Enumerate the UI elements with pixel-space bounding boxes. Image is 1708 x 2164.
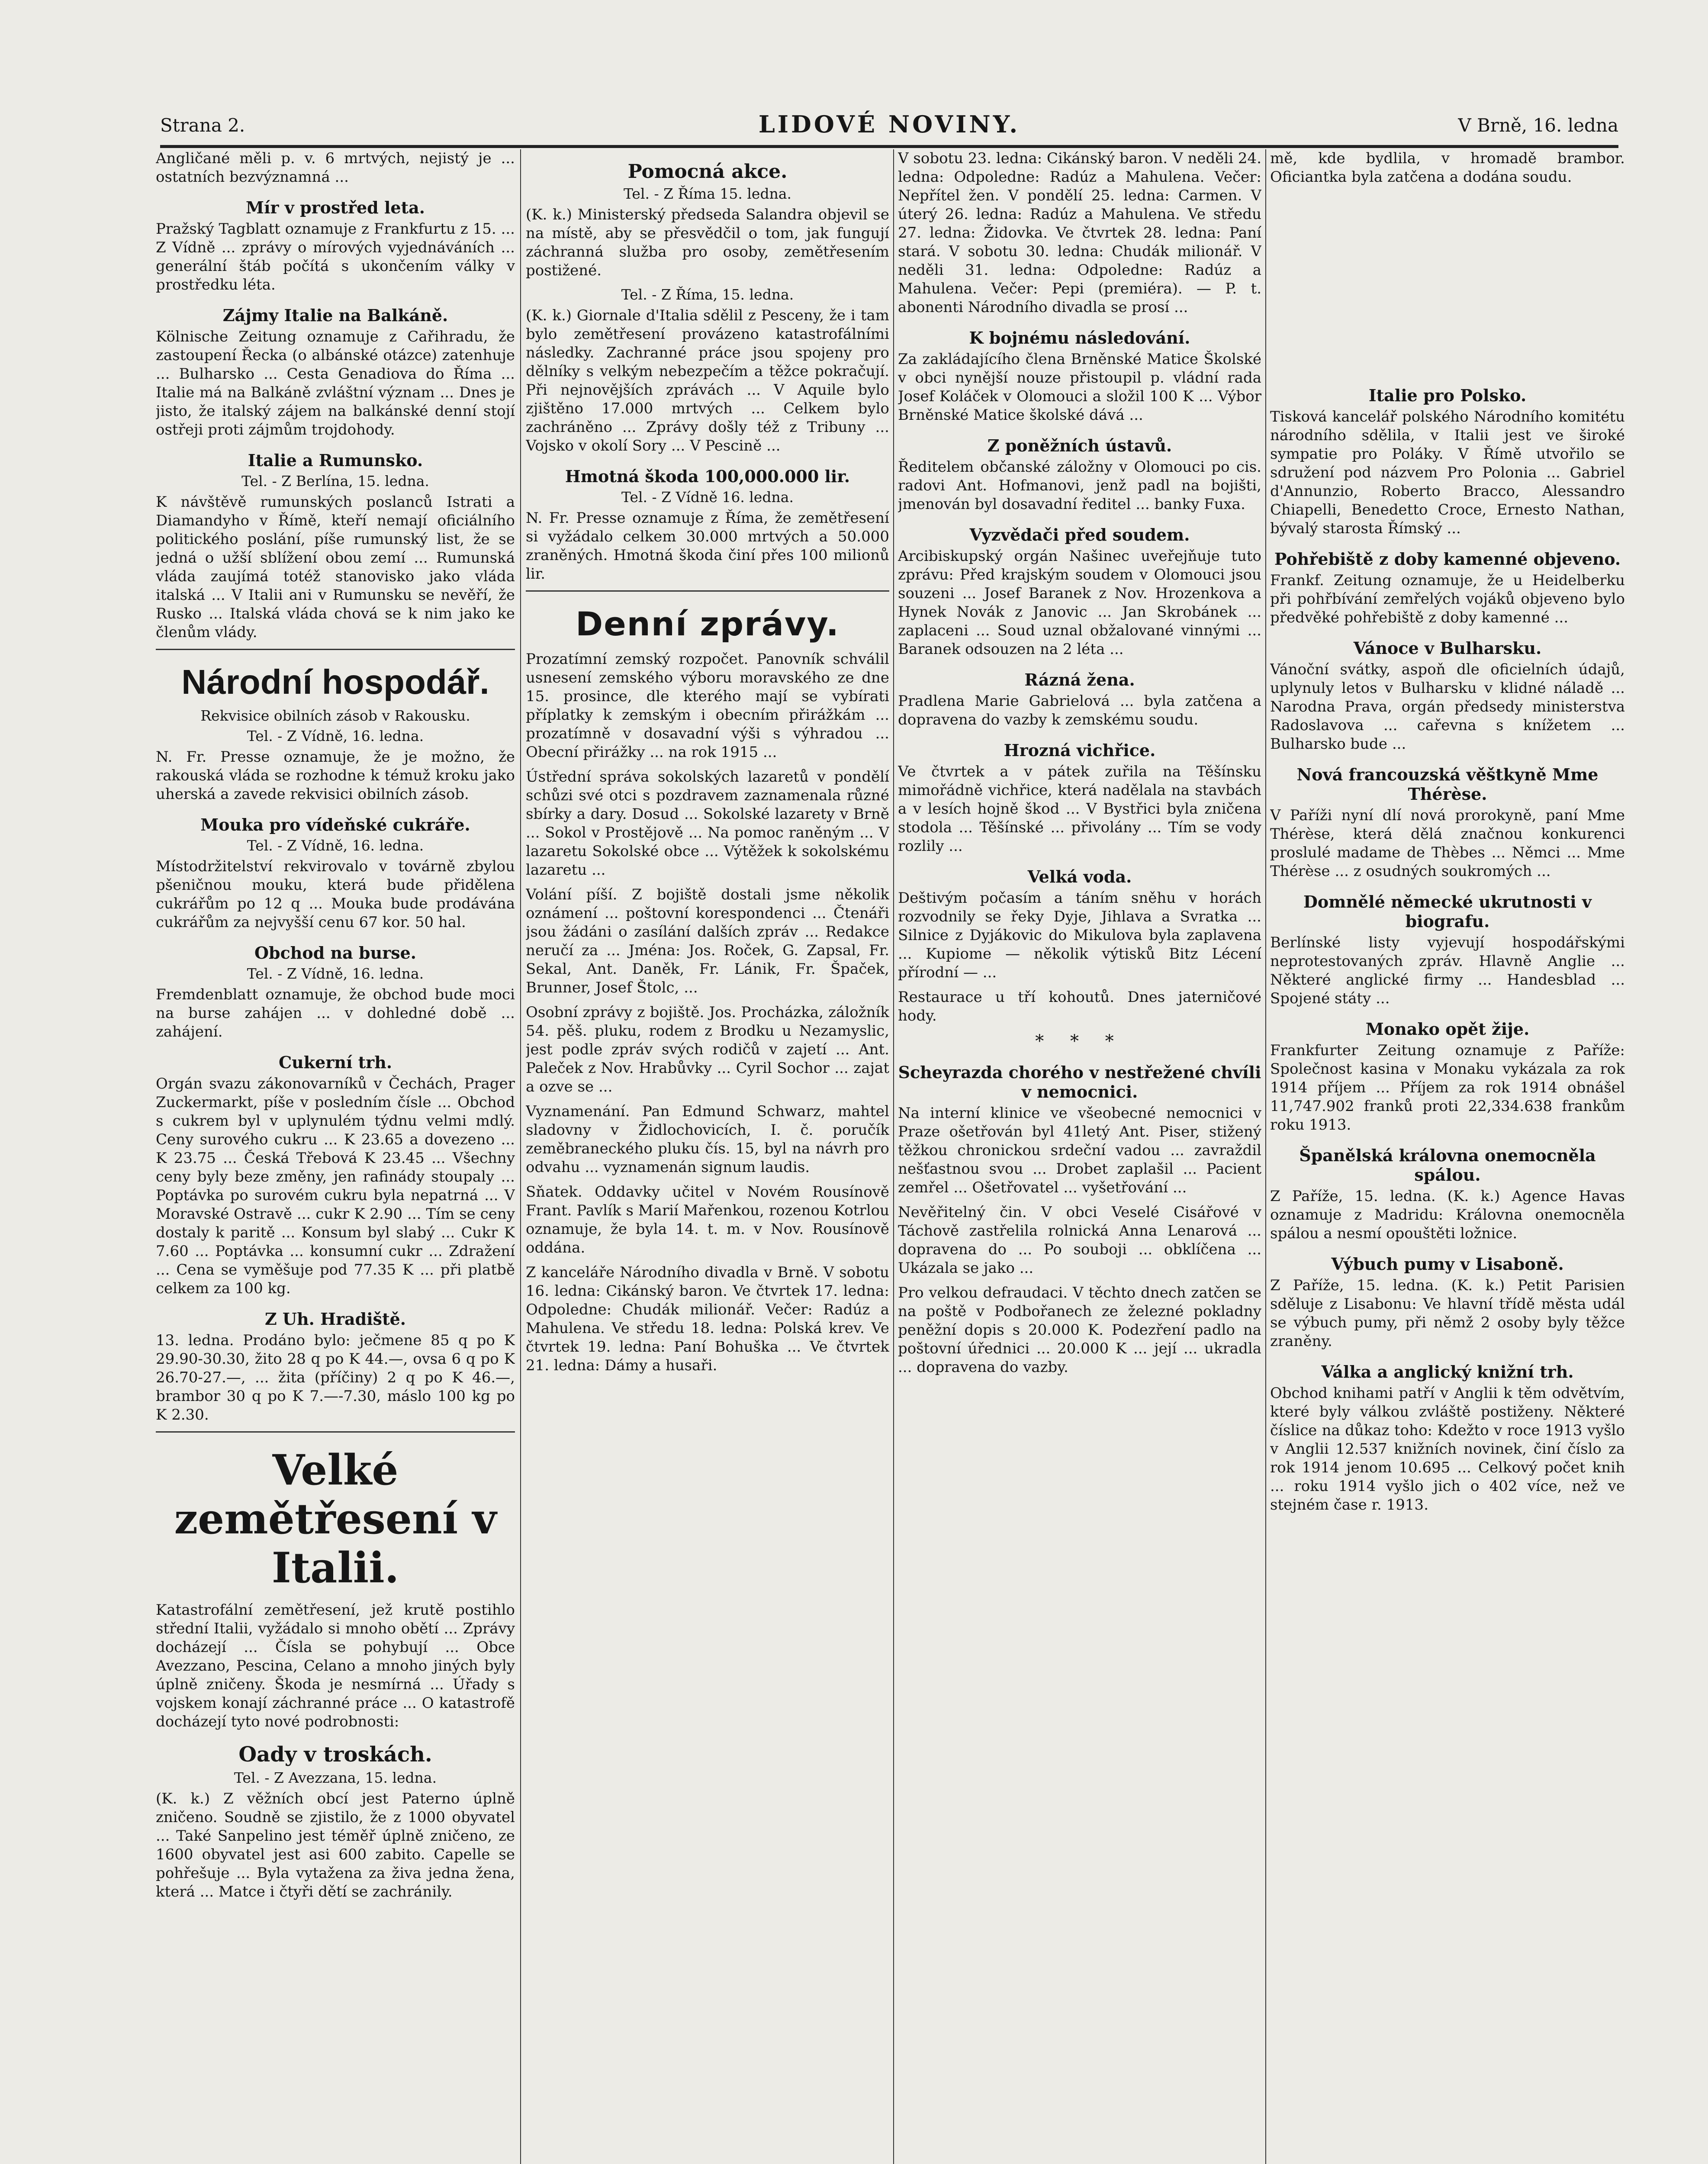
article-intro: Angličané měli p. v. 6 mrtvých, nejistý je ... ostatních bezvýznamná ... [156, 150, 515, 186]
article-text: (K. k.) Ministerský předseda Salandra objevil se na místě, aby se přesvědčil o tom, jak fungují záchranná služba pro osoby, zemětřesením postižené. [526, 206, 889, 279]
article-heading: Mír v prostřed leta. [246, 198, 425, 217]
article-text: Z Paříže, 15. ledna. (K. k.) Agence Havas oznamuje z Madridu: Královna onemocněla spálou a nesmí opouštěti ložnice. [1270, 1188, 1625, 1242]
section-heading: Velké zemětřesení v Italii. [174, 1446, 497, 1592]
article-heading: Velká voda. [1027, 867, 1132, 886]
column-1 [156, 149, 515, 2164]
article-heading: Vyzvědači před soudem. [969, 525, 1190, 544]
column-rule [1265, 149, 1266, 2164]
article-text: (K. k.) Z věžních obcí jest Paterno úplně zničeno. Soudně se zjistilo, že z 1000 obyvatel ... Také Sanpelino jest téměř úplně zničeno, ze 1600 obyvatel jest asi 600 zabito. Capelle se pohřešuje ... Byla vytažena za živa jedna žena, která ... Matce i čtyři dětí se zachránily. [156, 1790, 515, 1900]
newspaper-title: LIDOVÉ NOVINY. [758, 110, 1020, 138]
dateline: Tel. - Z Vídně 16. ledna. [621, 489, 794, 506]
article-heading: Oady v troskách. [238, 1742, 432, 1767]
separator-stars: * * * [1035, 1031, 1124, 1051]
article-heading: Obchod na burse. [254, 943, 417, 963]
article-text: Prozatímní zemský rozpočet. Panovník schválil usnesení zemského výboru moravského ze dne 15. prosince, dle kterého mají se vybírati příplatky k zemským i obecním přirážkám ... prozatímně v dosavadní výši s výhradou ... Obecní přirážky ... na rok 1915 ... [526, 650, 889, 761]
article-heading: Nová francouzská věštkyně Mme Thérèse. [1296, 765, 1599, 804]
dateline: Tel. - Z Říma, 15. ledna. [621, 286, 794, 303]
column-3 [898, 149, 1261, 2164]
article-text: Ve čtvrtek a v pátek zuřila na Těšínsku mimořádně vichřice, která nadělala na stavbách a v lesích hojně škod ... V Bystřici byla zničena stodola ... Těšínské ... přivolány ... Tím se vody rozlily ... [898, 763, 1261, 855]
dateline: Tel. - Z Vídně, 16. ledna. [247, 837, 424, 854]
dateline: Tel. - Z Říma 15. ledna. [623, 185, 792, 202]
article-text: N. Fr. Presse oznamuje z Říma, že zemětřesení si vyžádalo celkem 30.000 mrtvých a 50.000 zraněných. Hmotná škoda činí přes 100 milionů lir. [526, 509, 889, 583]
dateline: Tel. - Z Vídně, 16. ledna. [247, 965, 424, 982]
article-text: Orgán svazu zákonovarníků v Čechách, Prager Zuckermarkt, píše v posledním čísle ... Obchod s cukrem byl v uplynulém týdnu velmi mdlý. Ceny surového cukru ... K 23.65 a dovezeno ... K 23.75 ... Česká Třebová K 23.45 ... Všechny ceny byly beze změny, jen rafinády stoupaly ... Poptávka po surovém cukru byla nepatrná ... V Moravské Ostravě ... cukr K 2.90 ... Tím se ceny dostaly k paritě ... Konsum byl slabý ... Cukr K 7.60 ... Poptávka ... konsumní cukr ... Zdražení ... Cena se vyměšuje pod 77.35 K ... při platbě celkem za 100 kg. [156, 1075, 515, 1297]
article-text: N. Fr. Presse oznamuje, že je možno, že rakouská vláda se rozhodne k témuž kroku jako uherská a zavede rekvisici obilních zásob. [156, 748, 515, 803]
article-heading: Z Uh. Hradiště. [264, 1309, 406, 1329]
article-text: Ústřední správa sokolských lazaretů v pondělí schůzi své otci s pozdravem zaznamenala různé sbírky a dary. Dosud ... Sokolské lazarety v Brně ... Sokol v Prostějově ... Na pomoc raněným ... V lazaretu Sokolské obce ... Výtěžek k sokolskému lazaretu ... [526, 768, 889, 879]
article-text: K návštěvě rumunských poslanců Istrati a Diamandyho v Římě, kteří nemají oficiálního politického poslání, píše rumunský list, že se jedná o užší sblížení obou zemí ... Rumunská vláda zaujímá totéž stanovisko jako vláda italská ... V Italii ani v Rumunsku se nevěří, že Rusko ... Italská vláda chová se k nim jako ke členům vlády. [156, 493, 515, 641]
article-text: Z Paříže, 15. ledna. (K. k.) Petit Parisien sděluje z Lisabonu: Ve hlavní třídě města udál se výbuch pumy, při němž 2 osoby byly těžce zraněny. [1270, 1277, 1625, 1350]
article-heading: Zájmy Italie na Balkáně. [222, 306, 448, 325]
article-text: Pražský Tagblatt oznamuje z Frankfurtu z 15. ... Z Vídně ... zprávy o mírových vyjednáváních ... generální štáb počítá s ukončením války v prostředku léta. [156, 220, 515, 293]
blank-space [1270, 193, 1625, 374]
article-text: Pro velkou defraudaci. V těchto dnech zatčen se na poště v Podbořanech ze železné pokladny peněžní dopis s 20.000 K. Podezření padlo na poštovní úřednici ... 20.000 K ... její ... ukradla ... dopravena do vazby. [898, 1284, 1261, 1376]
article-text: Za zakládajícího člena Brněnské Matice Školské v obci nynější nouze přistoupil p. vládní rada Josef Koláček v Olomouci a složil 100 K ... Výbor Brněnské Matice školské dává ... [898, 351, 1261, 424]
article-text: Fremdenblatt oznamuje, že obchod bude moci na burse zahájen ... v dohledné době ... zahájení. [156, 986, 515, 1040]
article-heading: Monako opět žije. [1365, 1019, 1530, 1039]
article-text: Nevěřitelný čin. V obci Veselé Cisářové v Táchově zastřelila rolnická Anna Lenarová ... dopravena do ... Po souboji ... obklíčena ... Ukázala se jako ... [898, 1204, 1261, 1277]
article-heading: Pomocná akce. [627, 161, 788, 183]
article-text: Na interní klinice ve všeobecné nemocnici v Praze ošetřován byl 41letý Ant. Piser, stižený těžkou chronickou srdeční vadou ... zavraždil nešťastnou svou ... Drobet zaplašil ... Pacient zemřel ... Ošetřovatel ... vyšetřování ... [898, 1105, 1261, 1196]
article-heading: K bojnému následování. [969, 328, 1190, 348]
article-text: Kölnische Zeitung oznamuje z Cařihradu, že zastoupení Řecka (o albánské otázce) zatenhuje ... Bulharsko ... Cesta Genadiova do Říma ... Italie má na Balkáně zvláštní význam ... Dnes je jisto, že italský zájem na balkánské denní stojí ostřeji proti zájmům trojdohody. [156, 328, 515, 438]
article-text: Arcibiskupský orgán Našinec uveřejňuje tuto zprávu: Před krajským soudem v Olomouci jsou souzeni ... Josef Baranek z Nov. Hrozenkova a Hynek Novák z Janovic ... Jan Skrobánek ... zaplaceni ... Soud uznal obžalované vinnými ... Baranek odsouzen na 2 léta ... [898, 547, 1261, 658]
dateline: Tel. - Z Berlína, 15. ledna. [241, 473, 429, 489]
article-text: Pradlena Marie Gabrielová ... byla zatčena a dopravena do vazby k zemskému soudu. [898, 692, 1261, 728]
article-text: Osobní zprávy z bojiště. Jos. Procházka, záložník 54. pěš. pluku, rodem z Brodku u Nezamyslic, jest podle zpráv svých rodičů v zajetí ... Ant. Paleček z Nov. Hrabůvky ... Cyril Sochor ... zajat a ozve se ... [526, 1004, 889, 1095]
article-text: Obchod knihami patří v Anglii k těm odvětvím, které byly válkou zvláště postiženy. Některé číslice na důkaz toho: Kdežto v roce 1913 vyšlo v Anglii 12.537 knižních novinek, činí číslo za rok 1914 jenom 10.695 ... Celkový počet knih ... roku 1914 vyšlo jich o 402 více, než ve stejném čase r. 1913. [1270, 1385, 1625, 1514]
column-2 [526, 149, 889, 2164]
article-text: Vánoční svátky, aspoň dle oficielních údajů, uplynuly letos v Bulharsku v klidné náladě ... Narodna Prava, orgán předsedy ministerstva Radoslavova ... cařevna s knížetem ... Bulharsko bude ... [1270, 661, 1625, 753]
article-heading: Španělská královna onemocněla spálou. [1299, 1146, 1596, 1185]
column-rule [893, 149, 894, 2164]
article-text: Sňatek. Oddavky učitel v Novém Rousínově Frant. Pavlík s Marií Mařenkou, rozenou Kotrlou oznamuje, že byla 14. t. m. v Nov. Rousínově oddána. [526, 1183, 889, 1256]
article-heading: Z poněžních ústavů. [987, 436, 1172, 455]
column-4 [1270, 149, 1625, 2164]
article-heading: Scheyrazda chorého v nestřežené chvíli v nemocnici. [898, 1063, 1261, 1101]
article-text: Volání píší. Z bojiště dostali jsme několik oznámení ... poštovní korespondenci ... Čtenáři jsou žádáni o zasílání dalších zpráv ... Redakce neručí za ... Jména: Jos. Roček, G. Zapsal, Fr. Sekal, Ant. Daněk, Fr. Lánik, Fr. Špaček, Brunner, Josef Štolc, ... [526, 886, 889, 996]
article-text: Berlínské listy vyjevují hospodářskými neprotestovaných zpráv. Hlavně Anglie ... Některé anglické firmy ... Handesblad ... Spojené státy ... [1270, 934, 1625, 1007]
article-text: 13. ledna. Prodáno bylo: ječmene 85 q po K 29.90-30.30, žito 28 q po K 44.—, ovsa 6 q po K 26.70-27.—, ... žita (příčiny) 2 q po K 46.—, brambor 30 q po K 7.—-7.30, máslo 100 kg po K 2.30. [156, 1332, 515, 1423]
article-heading: Mouka pro vídeňské cukráře. [200, 815, 470, 834]
page-number: Strana 2. [160, 115, 245, 136]
section-heading: Národní hospodář. [181, 663, 489, 701]
issue-date: V Brně, 16. ledna [1458, 115, 1618, 136]
divider [526, 590, 889, 592]
article-text: mě, kde bydlila, v hromadě brambor. Oficiantka byla zatčena a dodána soudu. [1270, 150, 1625, 186]
article-heading: Cukerní trh. [278, 1053, 392, 1072]
article-text: Deštivým počasím a táním sněhu v horách rozvodnily se řeky Dyje, Jihlava a Svratka ... Silnice z Dyjákovic do Mikulova byla zaplavena ... Kupiome — několik výtisků Bitz Lécení přírodní — ... [898, 889, 1261, 981]
column-rule [520, 149, 521, 2164]
article-text: Z kanceláře Národního divadla v Brně. V sobotu 16. ledna: Cikánský baron. Ve čtvrtek 17. ledna: Odpoledne: Chudák milionář. Večer: Radúz a Mahulena. Ve středu 18. ledna: Polská krev. Ve čtvrtek 19. ledna: Paní Bohuška ... Ve čtvrtek 21. ledna: Dámy a husaři. [526, 1264, 889, 1374]
article-text: Katastrofální zemětřesení, jež krutě postihlo střední Italii, vyžádalo si mnoho obětí ... Zprávy docházejí ... Čísla se pohybují ... Obce Avezzano, Pescina, Celano a mnoho jiných byly úplně zničeny. Škoda je nesmírná ... Úřady s vojskem konají záchranné práce ... O katastrofě docházejí tyto nové podrobnosti: [156, 1601, 515, 1730]
divider [156, 1431, 515, 1433]
article-heading: Italie a Rumunsko. [248, 451, 423, 470]
article-heading: Vánoce v Bulharsku. [1353, 638, 1542, 658]
masthead [160, 110, 1618, 148]
divider [156, 649, 515, 650]
article-text: Vyznamenání. Pan Edmund Schwarz, mahtel sladovny v Židlochovicích, I. č. poručík zeměbraneckého pluku čís. 15, byl na návrh pro odvahu ... vyznamenán signum laudis. [526, 1103, 889, 1176]
dateline: Tel. - Z Vídně, 16. ledna. [247, 728, 424, 744]
article-heading: Domnělé německé ukrutnosti v biografu. [1303, 892, 1592, 931]
dateline: Tel. - Z Avezzana, 15. ledna. [234, 1769, 437, 1786]
section-heading: Denní zprávy. [576, 605, 840, 643]
article-text: Restaurace u tří kohoutů. Dnes jaterničové hody. [898, 989, 1261, 1024]
article-text: (K. k.) Giornale d'Italia sdělil z Pesceny, že i tam bylo zemětřesení provázeno katastrofálními následky. Zachranné práce jsou spojeny pro dělníky s velkým nebezpečím a těžce pokračují. Při nejnovějších zprávách ... V Aquile bylo zjištěno 17.000 mrtvých ... Celkem bylo zachráněno ... Zprávy došly též z Tribuny ... Vojsko v okolí Sory ... V Pescině ... [526, 307, 889, 454]
article-heading: Výbuch pumy v Lisaboně. [1331, 1254, 1564, 1274]
article-text: Tisková kancelář polského Národního komitétu národního sdělila, v Italii jest ve široké sympatie pro Poláky. V Římě utvořilo se sdružení pod názvem Pro Polonia ... Gabriel d'Annunzio, Roberto Bracco, Alessandro Chiapelli, Benedetto Croce, Ernesto Nathan, bývalý starosta Římský ... [1270, 408, 1625, 537]
article-heading: Válka a anglický knižní trh. [1321, 1362, 1574, 1381]
article-text: V Paříži nyní dlí nová prorokyně, paní Mme Thérèse, která dělá značnou konkurenci proslulé madame de Thèbes ... Němci ... Mme Thérèse ... z osudných soukromých ... [1270, 807, 1625, 880]
article-text: Frankfurter Zeitung oznamuje z Paříže: Společnost kasina v Monaku vykázala za rok 1914 příjem ... Příjem za rok 1914 obnášel 11,747.902 franků proti 22,334.638 frankům roku 1913. [1270, 1042, 1625, 1134]
article-text: Frankf. Zeitung oznamuje, že u Heidelberku při pohřbívání zemřelých vojáků objeveno bylo předvěké pohřebiště z doby kamenné ... [1270, 572, 1625, 626]
article-heading: Hmotná škoda 100,000.000 lir. [565, 467, 850, 486]
article-subheading: Rekvisice obilních zásob v Rakousku. [200, 707, 470, 724]
article-heading: Hrozná vichřice. [1004, 741, 1156, 760]
article-heading: Rázná žena. [1024, 670, 1135, 689]
article-text: V sobotu 23. ledna: Cikánský baron. V neděli 24. ledna: Odpoledne: Radúz a Mahulena. Večer: Nepřítel žen. V pondělí 25. ledna: Carmen. V úterý 26. ledna: Radúz a Mahulena. Ve středu 27. ledna: Židovka. Ve čtvrtek 28. ledna: Paní stará. V sobotu 30. ledna: Chudák milionář. V neděli 31. ledna: Odpoledne: Radúz a Mahulena. Večer: Pepi (premiéra). — P. t. abonenti Národního divadla se prosí ... [898, 150, 1261, 316]
article-heading: Pohřebiště z doby kamenné objeveno. [1274, 549, 1621, 569]
article-text: Ředitelem občanské záložny v Olomouci po cis. radovi Ant. Hofmanovi, jenž padl na bojišti, jmenován byl dosavadní ředitel ... banky Fuxa. [898, 458, 1261, 513]
article-text: Místodržitelství rekvirovalo v továrně zbylou pšeničnou mouku, která bude přidělena cukrářům po 12 q ... Mouka bude prodávána cukrářům za nejvyšší cenu 67 kor. 50 hal. [156, 858, 515, 931]
article-heading: Italie pro Polsko. [1368, 386, 1527, 405]
